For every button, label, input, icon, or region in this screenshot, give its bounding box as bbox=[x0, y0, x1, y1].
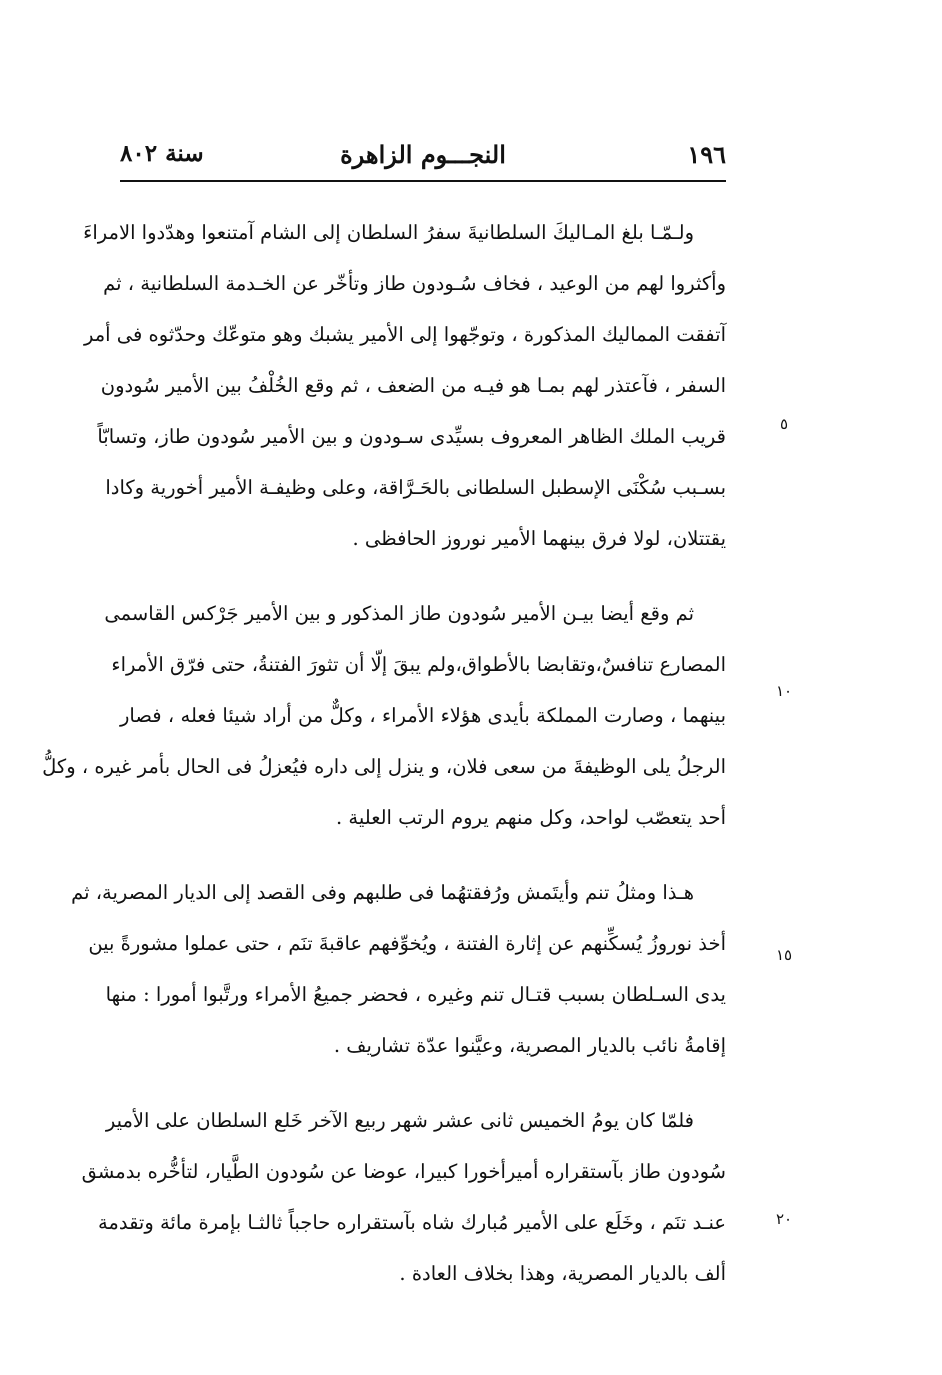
text-line: هـذا ومثلُ تنم وأيتَمش ورُفقتهُما فى طلبهم وفى القصد إلى الديار المصرية، ثم bbox=[71, 881, 694, 904]
text-line: بسـبب سُكْنَى الإسطبل السلطانى بالحَـرَّاقة، وعلى وظيفـة الأمير أخورية وكادا bbox=[105, 476, 726, 499]
paragraph bbox=[83, 207, 726, 564]
body-text bbox=[42, 207, 726, 1299]
page-number: ١٩٦ bbox=[687, 140, 726, 169]
text-line: أحد يتعصّب لواحد، وكل منهم يروم الرتب العلية . bbox=[336, 806, 726, 829]
text-line: يدى السـلطان بسبب قتـال تنم وغيره ، فحضر جميعُ الأمراء ورتَّبوا أمورا : منها bbox=[105, 983, 726, 1006]
text-line: فلمّا كان يومُ الخميس ثانى عشر شهر ربيع الآخر خَلع السلطان على الأمير bbox=[105, 1109, 694, 1132]
text-line: ولـمّـا بلغ المـاليكَ السلطانيةَ سفرُ السلطان إلى الشام آمتنعوا وهدّدوا الامراءَ bbox=[83, 221, 694, 244]
header-rule bbox=[120, 180, 726, 182]
year-label: سنة ٨٠٢ bbox=[120, 140, 204, 167]
text-line: يقتتلان، لولا فرق بينهما الأمير نوروز الحافظى . bbox=[352, 527, 726, 550]
text-line: ألف بالديار المصرية، وهذا بخلاف العادة . bbox=[399, 1262, 726, 1285]
text-line: قريب الملك الظاهر المعروف بسيِّدى سـودون و بين الأمير سُودون طاز، وتسابّاً bbox=[97, 425, 726, 448]
paragraph bbox=[71, 867, 726, 1071]
text-line: إقامةُ نائب بالديار المصرية، وعيَّنوا عدّة تشاريف . bbox=[333, 1034, 726, 1057]
line-number-marker: ١٥ bbox=[775, 946, 793, 964]
line-number-marker: ٢٠ bbox=[775, 1210, 793, 1228]
paragraph bbox=[42, 588, 726, 843]
line-number-marker: ١٠ bbox=[775, 682, 793, 700]
text-line: المصارع تنافسٌ،وتقابضا بالأطواق،ولم يبقَ إلّا أن تثورَ الفتنةُ، حتى فرّق الأمراء bbox=[111, 653, 726, 676]
text-line: الرجلُ يلى الوظيفةَ من سعى فلان، و ينزل إلى داره فيُعزلُ فى الحال بأمر غيره ، وكلُّ bbox=[42, 755, 726, 778]
text-line: السفر ، فآعتذر لهم بمـا هو فيـه من الضعف ، ثم وقع الخُلْفُ بين الأمير سُودون bbox=[100, 374, 726, 397]
text-line: سُودون طاز بآستقراره أميرأخورا كبيرا، عوضا عن سُودون الطَّيار، لتأخُّره بدمشق bbox=[81, 1160, 726, 1183]
running-title: النجـــوم الزاهرة bbox=[340, 140, 506, 169]
paragraph bbox=[81, 1095, 726, 1299]
text-line: وأكثروا لهم من الوعيد ، فخاف سُـودون طاز وتأخّر عن الخـدمة السلطانية ، ثم bbox=[103, 272, 726, 295]
text-line: عنـد تنَم ، وخَلَع على الأمير مُبارك شاه بآستقراره حاجباً ثالثـا بإمرة مائة وتقدمة bbox=[97, 1211, 726, 1234]
running-header bbox=[120, 136, 726, 176]
text-line: أخذ نوروزُ يُسكِّنهم عن إثارة الفتنة ، ويُخوِّفهم عاقبةَ تنَم ، حتى عملوا مشورةً بين bbox=[88, 932, 726, 955]
text-line: بينهما ، وصارت المملكة بأيدى هؤلاء الأمراء ، وكلٌّ من أراد شيئا فعله ، فصار bbox=[120, 704, 726, 727]
text-line: ثم وقع أيضا بيـن الأمير سُودون طاز المذكور و بين الأمير جَرْكس القاسمى bbox=[104, 602, 694, 625]
text-line: آتفقت المماليك المذكورة ، وتوجّهوا إلى الأمير يشبك وهو متوعّك وحدّثوه فى أمر bbox=[83, 323, 726, 346]
line-number-marker: ٥ bbox=[779, 415, 789, 433]
